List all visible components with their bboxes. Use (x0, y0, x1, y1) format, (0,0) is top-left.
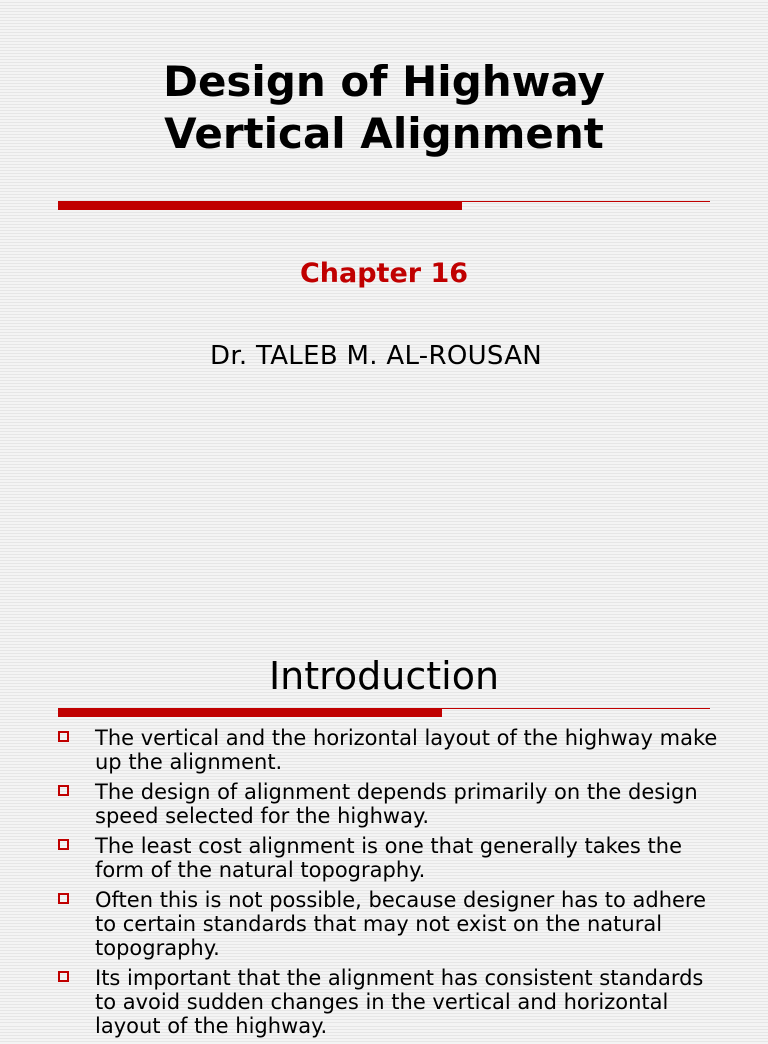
title-slide (0, 0, 768, 512)
introduction-heading: Introduction (268, 654, 500, 698)
square-outline-icon (58, 785, 69, 796)
bullet-item (0, 780, 725, 828)
introduction-slide (0, 640, 768, 1038)
title-line-1: Design of Highway (163, 57, 605, 106)
square-outline-icon (58, 971, 69, 982)
divider-thick-segment (58, 708, 442, 717)
bullet-item (0, 966, 725, 1038)
bullet-item (0, 834, 725, 882)
title-divider (58, 201, 710, 210)
author-name: Dr. TALEB M. AL-ROUSAN (210, 341, 543, 371)
square-outline-icon (58, 839, 69, 850)
divider-thin-segment (442, 708, 710, 709)
bullet-text: Its important that the alignment has consistent standards to avoid sudden changes in the vertical and horizontal layout of the highway. (95, 966, 704, 1038)
heading-divider (58, 708, 710, 717)
slide-title (0, 56, 768, 160)
square-outline-icon (58, 731, 69, 742)
square-outline-icon (58, 893, 69, 904)
bullet-text: Often this is not possible, because designer has to adhere to certain standards that may not exist on the natural topography. (95, 888, 707, 960)
title-line-2: Vertical Alignment (164, 109, 604, 158)
bullet-text: The design of alignment depends primarily on the design speed selected for the highway. (95, 780, 698, 828)
bullet-item (0, 888, 725, 960)
divider-thin-segment (462, 201, 710, 202)
bullet-text: The least cost alignment is one that generally takes the form of the natural topography. (95, 834, 683, 882)
divider-thick-segment (58, 201, 462, 210)
chapter-label: Chapter 16 (299, 258, 469, 289)
bullet-item (0, 726, 725, 774)
bullet-text: The vertical and the horizontal layout of the highway make up the alignment. (95, 726, 718, 774)
bullet-list (0, 726, 768, 1044)
